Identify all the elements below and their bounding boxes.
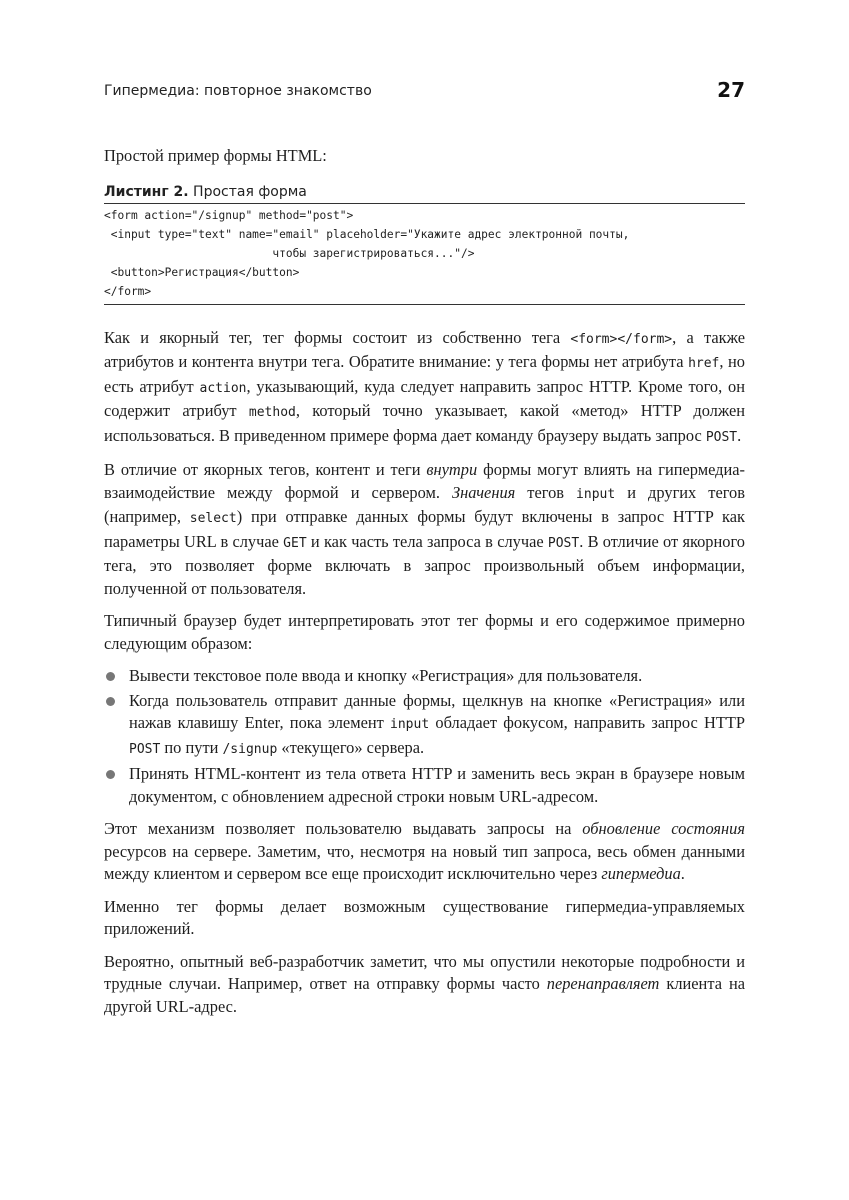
page-number: 27 (717, 78, 745, 102)
text-run: , а также атрибутов и контента внутри тега. Обратите внимание: у тега формы нет атрибута (104, 327, 745, 371)
italic-run: гипермедиа (601, 864, 681, 883)
text-run: Вывести текстовое поле ввода и кнопку «Регистрация» для пользователя. (129, 666, 643, 685)
text-run: , но есть атрибут (104, 352, 745, 396)
text-run: Как и якорный тег, тег формы состоит из собственно тега (104, 327, 571, 347)
inline-code: method (248, 405, 296, 420)
italic-run: обновление состояния (582, 819, 745, 838)
intro-paragraph: Простой пример формы HTML: (104, 146, 327, 165)
text-run: и других тегов (например, (104, 482, 745, 526)
inline-code: POST (547, 535, 580, 551)
italic-run: перенаправляет (546, 974, 660, 993)
list-item (104, 763, 745, 808)
bullet-icon (106, 672, 115, 681)
running-head: Гипермедиа: повторное знакомство (104, 83, 372, 99)
code-line: чтобы зарегистрироваться..."/> (104, 246, 475, 260)
text-run: Когда пользователь отправит данные формы, щелкнув на кнопке «Регистрация» или нажав клавишу Enter, пока элемент (129, 690, 745, 732)
text-run: клиента на другой URL-адрес. (104, 974, 745, 1016)
paragraph-form-content (104, 459, 745, 600)
text-run: , который точно указывает, какой «метод» HTTP должен использоваться. В приведенном примере форма дает команду браузеру выдать запрос (104, 401, 746, 445)
page-header (104, 78, 745, 108)
text-run: формы могут влиять на гипермедиа-взаимодействие между формой и сервером. (104, 460, 746, 502)
text-run: , указывающий, куда следует направить запрос HTTP. Кроме того, он содержит атрибут (104, 376, 746, 420)
text-run: Вероятно, опытный веб-разработчик заметит, что мы опустили некоторые подробности и трудные случаи. Например, ответ на отправку формы часто (104, 951, 745, 993)
code-line: <button>Регистрация</button> (104, 265, 300, 279)
text-run: . В отличие от якорного тега, это позволяет форме включать в запрос произвольный объем информации, полученной от пользователя. (104, 531, 745, 598)
bullet-icon (106, 697, 115, 706)
text-run: Принять HTML-контент из тела ответа HTTP и заменить весь экран в браузере новым документом, с обновлением адресной строки новым URL-адресом. (129, 764, 745, 806)
text-run: по пути (160, 737, 223, 757)
text-run: и как часть тела запроса в случае (306, 531, 548, 551)
page-body (104, 145, 745, 1028)
text-run: В отличие от якорных тегов, контент и теги (104, 460, 427, 479)
paragraph-hypermedia-apps: Именно тег формы делает возможным существование гипермедиа-управляемых приложений. (104, 896, 745, 938)
inline-code: POST (705, 429, 738, 445)
bullet-list (104, 665, 745, 808)
listing-caption (104, 184, 745, 200)
italic-run: внутри (426, 460, 478, 479)
text-run: ) при отправке данных формы будут включены в запрос HTTP как параметры URL в случае (104, 507, 745, 551)
code-line: <form action="/signup" method="post"> (104, 208, 354, 222)
text-run: обладает фокусом, направить запрос HTTP (429, 713, 745, 732)
inline-code: input (576, 486, 616, 502)
text-run: ресурсов на сервере. Заметим, что, несмотря на новый тип запроса, весь обмен данными между клиентом и сервером все еще происходит исключительно через (104, 841, 745, 883)
inline-code: GET (283, 535, 307, 551)
inline-code: /signup (222, 741, 278, 757)
inline-code: <form></form> (570, 331, 673, 347)
text-run: тегов (515, 482, 577, 502)
code-listing (104, 203, 745, 305)
italic-run: Значения (452, 482, 516, 502)
listing-label: Листинг 2. (104, 183, 189, 200)
text-run: Этот механизм позволяет пользователю выдавать запросы на (104, 819, 583, 838)
paragraph-redirect (104, 951, 745, 1019)
inline-code: select (189, 511, 237, 526)
code-line: <input type="text" name="email" placeholder="Укажите адрес электронной почты, (104, 227, 630, 241)
inline-code: POST (129, 741, 161, 757)
text-run: . (680, 864, 685, 883)
text-run: «текущего» сервера. (277, 737, 425, 757)
list-item (104, 665, 745, 688)
paragraph-browser-interpretation: Типичный браузер будет интерпретировать этот тег формы и его содержимое примерно следующим образом: (104, 611, 745, 653)
paragraph-form-attributes (104, 327, 745, 450)
text-run: . (737, 425, 742, 445)
inline-code: input (390, 717, 430, 732)
paragraph-state-update (104, 818, 745, 886)
listing-title: Простая форма (188, 183, 307, 200)
inline-code: href (688, 356, 720, 371)
inline-code: action (199, 380, 247, 396)
code-line: </form> (104, 284, 152, 298)
list-item (104, 690, 745, 762)
bullet-icon (106, 770, 115, 779)
